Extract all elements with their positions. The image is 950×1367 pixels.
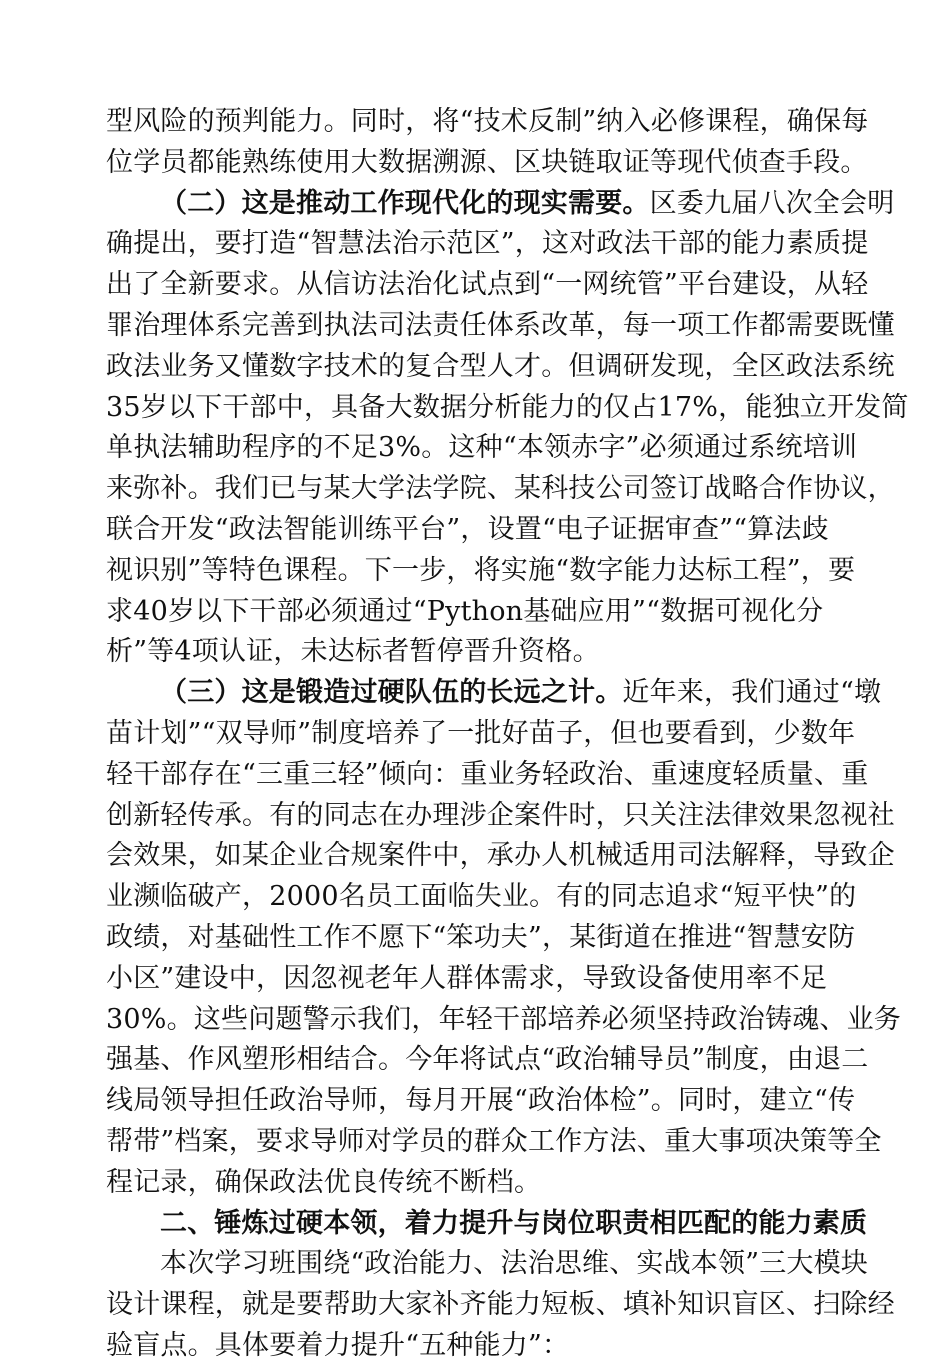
- text-line: 苗计划”“双导师”制度培养了一批好苗子，但也要看到，少数年: [106, 717, 856, 749]
- text-line: 设计课程，就是要帮助大家补齐能力短板、填补知识盲区、扫除经: [106, 1289, 895, 1321]
- text-line: 业濒临破产，2000名员工面临失业。有的同志追求“短平快”的: [106, 881, 857, 913]
- paragraph-first-line: 本次学习班围绕“政治能力、法治思维、实战本领”三大模块: [160, 1248, 869, 1280]
- text-line: 帮带”档案，要求导师对学员的群众工作方法、重大事项决策等全: [106, 1125, 882, 1157]
- text-line: 位学员都能熟练使用大数据溯源、区块链取证等现代侦查手段。: [106, 146, 868, 178]
- text-line: 析”等4项认证，未达标者暂停晋升资格。: [106, 636, 600, 668]
- text-line: 强基、作风塑形相结合。今年将试点“政治辅导员”制度，由退二: [106, 1044, 869, 1076]
- text-line: 视识别”等特色课程。下一步，将实施“数字能力达标工程”，要: [106, 554, 856, 586]
- paragraph-first-line: [106, 673, 882, 714]
- text-line: 政法业务又懂数字技术的复合型人才。但调研发现，全区政法系统: [106, 350, 895, 382]
- text-line: 单执法辅助程序的不足3%。这种“本领赤字”必须通过系统培训: [106, 432, 858, 464]
- text-line: 来弥补。我们已与某大学法学院、某科技公司签订战略合作协议，: [106, 473, 895, 505]
- text-run: 区委九届八次全会明: [649, 187, 895, 219]
- text-line: 会效果，如某企业合规案件中，承办人机械适用司法解释，导致企: [106, 840, 895, 872]
- text-line: 罪治理体系完善到执法司法责任体系改革，每一项工作都需要既懂: [106, 309, 895, 341]
- text-line: 政绩，对基础性工作不愿下“笨功夫”，某街道在推进“智慧安防: [106, 921, 856, 953]
- document-page: [106, 102, 909, 1367]
- section-heading: 二、锤炼过硬本领，着力提升与岗位职责相匹配的能力素质: [160, 1207, 868, 1239]
- text-line: 线局领导担任政治导师，每月开展“政治体检”。同时，建立“传: [106, 1085, 856, 1117]
- text-line: 轻干部存在“三重三轻”倾向：重业务轻政治、重速度轻质量、重: [106, 758, 869, 790]
- text-line: 出了全新要求。从信访法治化试点到“一网统管”平台建设，从轻: [106, 269, 869, 301]
- section-lead: （三）这是锻造过硬队伍的长远之计。: [160, 677, 623, 709]
- text-line: 创新轻传承。有的同志在办理涉企案件时，只关注法律效果忽视社: [106, 799, 895, 831]
- text-line: 求40岁以下干部必须通过“Python基础应用”“数据可视化分: [106, 595, 824, 627]
- text-line: 30%。这些问题警示我们，年轻干部培养必须坚持政治铸魂、业务: [106, 1003, 902, 1035]
- section-lead: （二）这是推动工作现代化的现实需要。: [160, 187, 650, 219]
- text-line: 小区”建设中，因忽视老年人群体需求，导致设备使用率不足: [106, 962, 828, 994]
- text-line: 确提出，要打造“智慧法治示范区”，这对政法干部的能力素质提: [106, 228, 869, 260]
- paragraph-first-line: [106, 184, 895, 225]
- text-run: 近年来，我们通过“墩: [622, 677, 882, 709]
- text-line: 35岁以下干部中，具备大数据分析能力的仅占17%，能独立开发简: [106, 391, 909, 423]
- text-line: 程记录，确保政法优良传统不断档。: [106, 1166, 542, 1198]
- text-line: 验盲点。具体要着力提升“五种能力”：: [106, 1329, 570, 1361]
- text-line: 联合开发“政法智能训练平台”，设置“电子证据审查”“算法歧: [106, 513, 829, 545]
- text-line: 型风险的预判能力。同时，将“技术反制”纳入必修课程，确保每: [106, 106, 869, 137]
